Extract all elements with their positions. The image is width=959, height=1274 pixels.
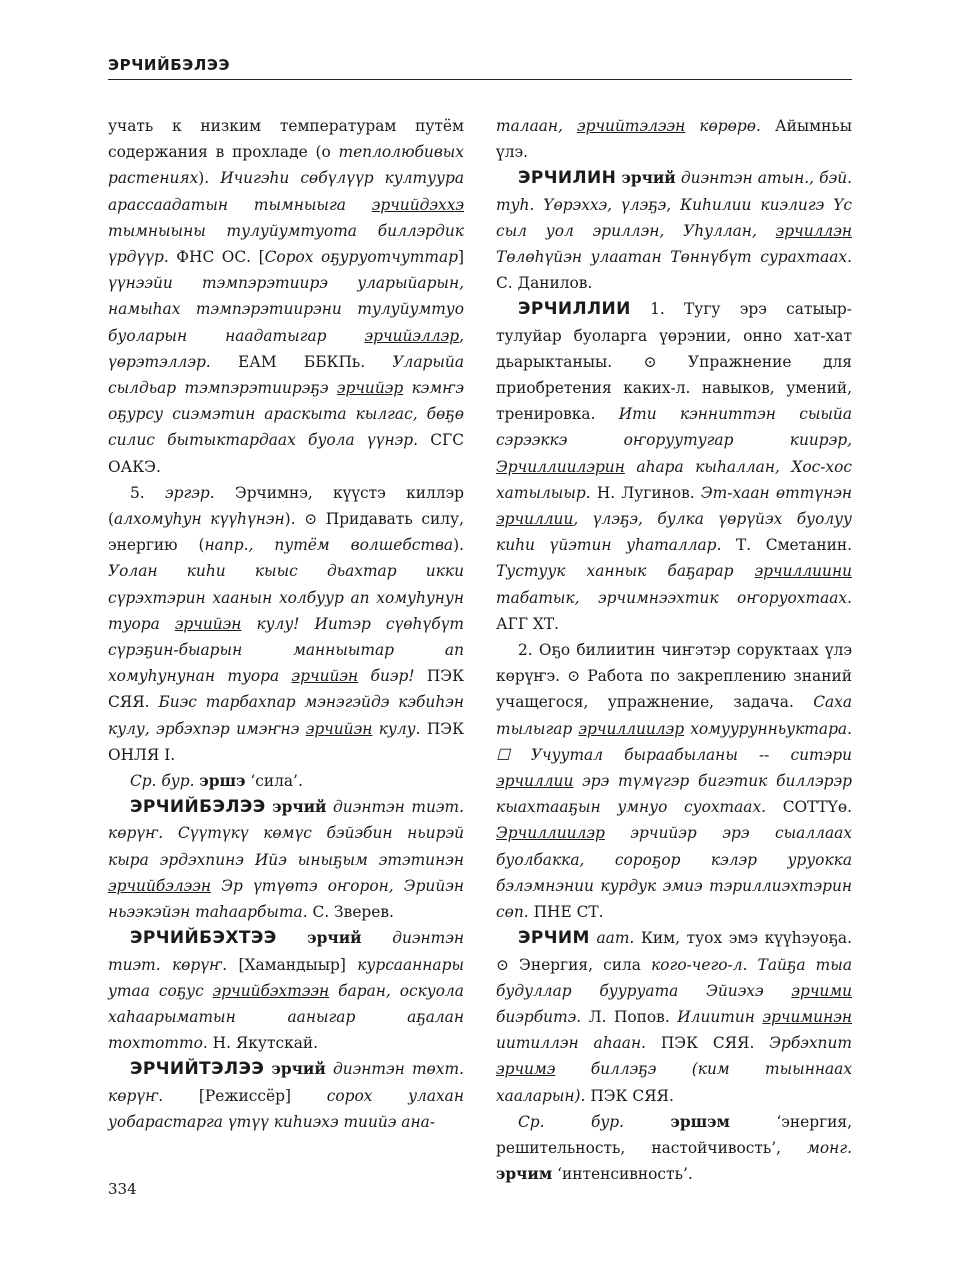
text-segment: Л. Попов. [581,1007,678,1026]
text-segment: иитиллэн аһаан. [496,1034,647,1053]
text-segment: ЕАМ ББКПь. [210,352,393,371]
left-column [108,113,464,1135]
text-segment: ПЭК СЯЯ. [646,1034,770,1053]
text-segment: теплолюбивых растениях [108,143,464,188]
text-segment: Сүүтүкү көмүс бэйэбин ньирэй кыра эрдэхпинэ Ийэ ыныҕым этэтинэн [108,824,464,869]
text-segment: кэмҥэ оҕурсу сиэмэтин араскыта кылгас, бөҕө силис бытыктардаах буола үүнэр. [108,379,464,450]
text-segment: ). ⊙ Придавать силу, энергию ( [108,510,464,555]
text-segment [163,824,178,842]
dictionary-entry [496,296,852,637]
text-segment: 5. [130,483,165,502]
text-segment: Сорох оҕуруотчуттар [264,248,458,267]
text-segment: АГГ ХТ. [496,614,560,633]
text-segment: диэнтэн атын., бэй. туһ. Үөрэххэ, үлэҕэ, Киһилии киэлигэ Үс сыл уол эриллэн, Уһуллан, [496,169,852,240]
text-segment: сорох улахан уобарастарга үтүү киһиэхэ тиийэ ана- [108,1086,464,1131]
text-segment: Саха тылыгар [496,693,852,738]
text-segment: Уолан киһи кыыс дьахтар икки сүрэхтэрин хаанын холбуур ап хомуһунун туора [108,562,464,633]
text-segment: СОТТҮө. [766,798,852,817]
text-segment: ‘сила’. [245,772,303,791]
text-segment: аһара кыһаллан, Хос-хос хатылыыр. [496,457,852,502]
bold-term: эршэм [670,1112,730,1131]
bold-term: эрчий [621,169,676,188]
text-segment: С. Зверев. [307,903,394,922]
text-segment [326,1060,333,1078]
text-segment: [Режиссёр] [163,1086,327,1105]
text-segment: Т. Сметанин. [721,536,853,555]
dictionary-entry [108,925,464,1056]
bold-term: эрчий [307,929,362,948]
dictionary-entry [108,794,464,925]
cited-form: эрчийбэхтээн [212,981,330,1000]
cited-form: эрчийэн [174,614,242,633]
running-head: ЭРЧИЙБЭЛЭЭ [108,56,231,74]
text-segment: диэнтэн тиэт. көрүҥ. [108,798,464,843]
cited-form: Эрчиллиилэр [496,824,605,843]
headword: ЭРЧИЙБЭХТЭЭ [130,928,277,949]
text-segment: табатык, эрчимнээхтик оҥоруохтаах. [496,588,852,607]
text-segment: диэнтэн төхт. көрүҥ. [108,1060,464,1105]
text-segment: учать к низким температурам путём содержания в прохладе (о [108,117,464,162]
text-segment: диэнтэн тиэт. көрүҥ. [108,929,464,974]
text-segment: баран, оскуола хаһаарыматын ааныгар аҕалан тохтотто. [108,981,464,1053]
cited-form: эрчиллэн [775,221,852,240]
text-segment: Эр үтүөтэ оҥорон, Эрийэн ньээкэйэн таһаарбыта. [108,876,464,922]
text-segment: Ср. бур. [518,1112,625,1131]
text-segment: Ср. бур. [130,772,195,791]
cited-form: эрчиллиилэр [578,719,685,738]
text-segment [624,1113,670,1131]
text-segment: Ити кэнниттэн сыыйа сэрээккэ оҥоруутугар киирэр, [496,405,853,450]
page-number: 334 [108,1180,137,1198]
text-segment: үүнээйи тэмпэрэтиирэ уларыйарын, намыһах тэмпэрэтиирэни тулуйумтуо буоларын наадатыгар [108,274,464,345]
dictionary-entry [496,165,852,296]
text-segment: Эт-хаан өттүнэн [700,483,853,502]
text-segment [362,929,393,947]
text-segment: Айымньы үлэ. [496,117,852,162]
bold-term: эрчий [272,798,327,817]
cited-form: Эрчиллиилэрин [496,457,625,476]
text-segment: аат. [596,929,635,948]
text-segment: хомуурунньуктара. ☐ Учуутал быраабыланы -- ситэри [496,719,852,764]
text-segment: монг. [807,1138,852,1157]
text-segment: эрэ түмүгэр бигэтик биллэрэр кыахтааҕын умнуо суохтаах. [496,772,852,817]
text-segment: Илиитин [677,1007,763,1026]
text-segment: ПЭК СЯЯ. [108,667,464,712]
text-segment: 2. Оҕо билиитин чиҥэтэр соруктаах үлэ көрүҥэ. ⊙ Работа по закреплению знаний учащегося, упражнение, задача. [496,641,852,712]
text-segment: биллэҕэ (ким тыыннаах хааларын). [496,1060,852,1105]
cited-form: эрчимэ [496,1060,556,1079]
entry-paragraph [108,768,464,794]
text-segment: [Хамандыыр] [227,955,358,974]
cited-form: эрчиллии [496,510,574,529]
header-rule [108,79,852,80]
entry-paragraph [496,637,852,925]
cited-form: эрчийтэлээн [577,117,686,135]
text-segment: Ичигэһи сөбүлүүр култуура арассаадатын тымныыга [108,169,464,214]
text-segment: Төлөһүйэн улаатан Төннүбүт сурахтаах. [496,248,852,267]
text-segment: кого-чего-л. Тайҕа тыа будуллар бууруата Эйиэхэ [496,955,852,1000]
headword: ЭРЧИЙТЭЛЭЭ [130,1059,265,1080]
dictionary-entry [108,1056,464,1135]
text-segment: көрөрө. [685,117,761,135]
cited-form: эрчийэн [291,667,359,686]
bold-term: эрчий [271,1060,326,1079]
cited-form: эрчийэллэр [364,326,460,345]
text-segment: , үлэҕэ, булка үөрүйэх буолуу киһи үйэтин уһаталлар. [496,510,852,555]
entry-paragraph [108,113,464,480]
text-segment: Эрчимнэ, күүстэ киллэр ( [108,483,464,529]
text-segment: курсааннары утаа соҕус [108,955,464,1000]
bold-term: эршэ [199,772,246,791]
text-segment: С. Данилов. [496,274,593,293]
right-column [496,113,852,1187]
text-segment: Ким, туох эмэ күүһэуоҕа. ⊙ Энергия, сила [496,929,852,974]
entry-paragraph [108,480,464,768]
text-segment: ‘энергия, решительность, настойчивость’, [496,1112,852,1157]
text-segment: эргэр. [165,483,215,502]
text-segment [264,1060,271,1078]
text-segment: ). [453,536,464,555]
text-segment: Н. Лугинов. [590,483,701,502]
dictionary-entry [496,925,852,1108]
text-segment: талаан, [496,117,578,135]
cited-form: эрчиминэн [762,1007,852,1026]
cited-form: эрчийэн [305,719,373,738]
text-segment: Эрбэхпит [769,1034,852,1053]
text-segment: Н. Якутскай. [207,1034,319,1053]
text-segment: ). [198,169,221,188]
headword: ЭРЧИМ [518,928,590,949]
text-segment: ПЭК ОНЛЯ I. [108,719,464,764]
headword: ЭРЧИЙБЭЛЭЭ [130,797,266,818]
entry-paragraph [496,113,852,165]
cited-form: эрчийбэлээн [108,876,212,895]
cited-form: эрчими [791,981,852,1000]
cited-form: эрчиллии [496,772,574,791]
text-segment: ] [457,248,464,267]
text-segment: ПНЕ СТ. [528,903,604,922]
headword: ЭРЧИЛЛИИ [518,299,631,320]
text-segment: напр., путём волшебства [204,536,454,555]
text-segment: биэрбитэ. [496,1007,582,1026]
text-segment: Уларыйа сылдьар тэмпэрэтиирэҕэ [108,352,464,398]
text-segment: ‘интенсивность’. [552,1165,693,1184]
cited-form: эрчийдэххэ [371,195,464,214]
text-segment: эрчийэр эрэ сыаллаах буолбакка, сороҕор кэлэр уруокка бэлэмнэнии курдук эмиэ тэриллиэхтэрин сөп. [496,824,852,922]
text-segment: 1. Тугу эрэ сатыыр-тулуйар буоларга үөрэнии, онно хат-хат дьарыктаныы. ⊙ Упражнение для приобретения каких-л. навыков, умений, тренировка. [496,300,852,424]
text-segment: СГС ОАКЭ. [108,431,464,476]
text-segment: алхомуһун күүһүнэн [114,510,285,529]
text-segment: ПЭК СЯЯ. [585,1086,674,1105]
cited-form: эрчиллиини [754,562,852,581]
cited-form: эрчийэр [336,379,404,398]
text-segment: кулу! Иитэр сүөһүбүт сүрэҕин-быарын манныытар ап хомуһунунан туора [108,614,464,686]
text-segment: ФНС ОС. [ [168,248,265,267]
headword: ЭРЧИЛИН [518,168,617,189]
text-segment: , үөрэтэллэр. [108,326,464,371]
text-segment: биэр! [358,667,415,686]
bold-term: эрчим [496,1165,553,1184]
text-segment: кулу. [372,719,421,738]
text-segment: тымныыны тулуйумтуота биллэрдик үрдүүр. [108,221,464,267]
text-segment: Биэс тарбахпар мэнэгэйдэ кэбиһэн кулу, эрбэхпэр имэҥнэ [108,693,465,738]
entry-paragraph [496,1109,852,1188]
text-segment [277,929,308,947]
text-segment: Тустуук ханнык баҕарар [496,562,755,581]
